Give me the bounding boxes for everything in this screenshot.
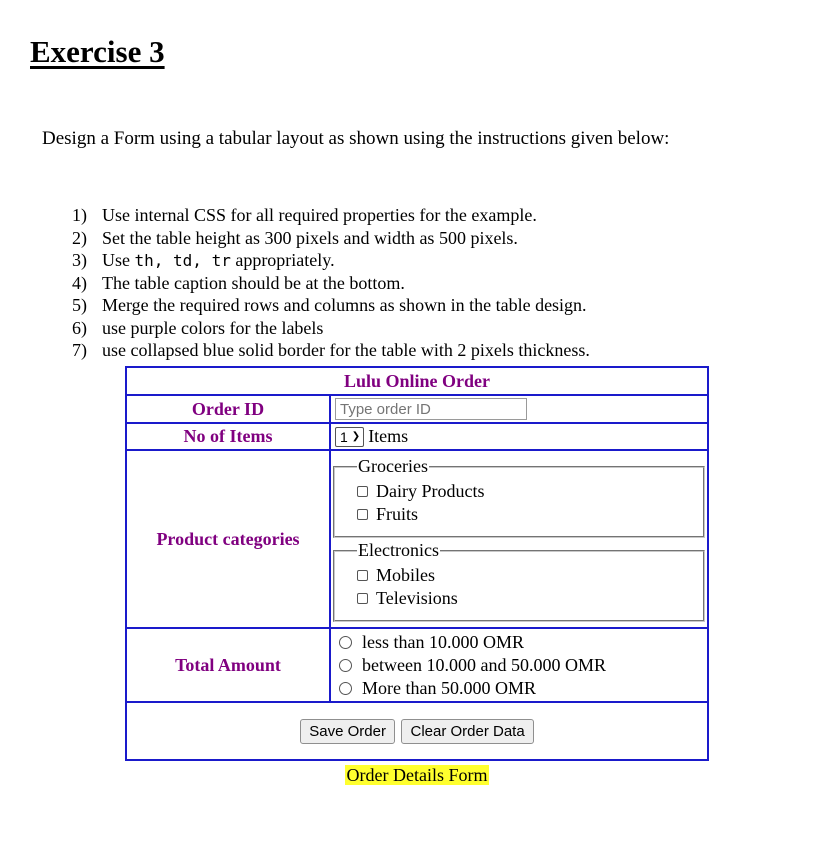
- checkbox-icon[interactable]: [357, 509, 368, 520]
- checkbox-icon[interactable]: [357, 570, 368, 581]
- step-number: 6): [72, 317, 87, 338]
- list-item: [72, 204, 590, 227]
- step-text: The table caption should be at the bottom.: [102, 272, 405, 293]
- list-item: [72, 294, 590, 317]
- step-text: appropriately.: [230, 250, 335, 270]
- table-row: [126, 423, 708, 450]
- checkbox-label: Fruits: [376, 504, 419, 524]
- radio-icon[interactable]: [339, 659, 352, 672]
- radio-label: between 10.000 and 50.000 OMR: [362, 654, 606, 675]
- checkbox-label: Mobiles: [376, 565, 436, 585]
- order-id-label: Order ID: [126, 395, 330, 423]
- list-item: [72, 339, 590, 362]
- order-form-table: [125, 366, 709, 786]
- items-label: No of Items: [126, 423, 330, 450]
- radio-less-than-10[interactable]: [335, 631, 703, 654]
- checkbox-label: Televisions: [376, 588, 458, 608]
- list-item: [72, 272, 590, 295]
- groceries-legend: Groceries: [358, 456, 428, 476]
- radio-between-10-50[interactable]: [335, 654, 703, 677]
- checkbox-icon[interactable]: [357, 593, 368, 604]
- step-number: 3): [72, 250, 87, 270]
- items-select-value: 1: [340, 428, 348, 445]
- clear-order-button[interactable]: Clear Order Data: [401, 719, 533, 744]
- table-row: [126, 367, 708, 395]
- save-order-button[interactable]: Save Order: [300, 719, 395, 744]
- items-suffix: Items: [368, 426, 409, 446]
- step-code: th, td, tr: [134, 251, 231, 270]
- step-number: 1): [72, 205, 87, 225]
- radio-label: less than 10.000 OMR: [362, 631, 524, 652]
- items-select[interactable]: [335, 427, 364, 447]
- list-item: [72, 317, 590, 340]
- list-item: [72, 249, 590, 272]
- table-row: [126, 450, 708, 628]
- radio-more-than-50[interactable]: [335, 677, 703, 700]
- table-caption: [125, 761, 709, 786]
- checkbox-televisions[interactable]: [357, 587, 695, 610]
- order-id-input[interactable]: [335, 398, 527, 420]
- table-row: [126, 395, 708, 423]
- caption-text: Order Details Form: [346, 765, 488, 785]
- table-row: [126, 702, 708, 760]
- chevron-down-icon: ❯: [351, 431, 361, 442]
- list-item: [72, 227, 590, 250]
- radio-label: More than 50.000 OMR: [362, 677, 536, 698]
- groceries-fieldset: [333, 456, 705, 538]
- total-amount-cell: [330, 628, 708, 702]
- step-number: 5): [72, 295, 87, 315]
- instructions-list: [72, 204, 590, 362]
- categories-label: Product categories: [126, 450, 330, 628]
- items-cell: [330, 423, 708, 450]
- electronics-legend: Electronics: [358, 540, 439, 560]
- checkbox-mobiles[interactable]: [357, 564, 695, 587]
- step-number: 4): [72, 272, 87, 293]
- step-text: use collapsed blue solid border for the table with 2 pixels thickness.: [102, 340, 590, 360]
- radio-icon[interactable]: [339, 682, 352, 695]
- step-text: use purple colors for the labels: [102, 317, 324, 338]
- intro-text: Design a Form using a tabular layout as shown using the instructions given below:: [42, 128, 670, 149]
- form-heading: Lulu Online Order: [126, 367, 708, 395]
- step-text: Set the table height as 300 pixels and width as 500 pixels.: [102, 227, 518, 248]
- checkbox-label: Dairy Products: [376, 481, 485, 501]
- page-title: Exercise 3: [30, 34, 165, 69]
- checkbox-fruits[interactable]: [357, 503, 695, 526]
- checkbox-dairy[interactable]: [357, 480, 695, 503]
- radio-icon[interactable]: [339, 636, 352, 649]
- step-number: 7): [72, 340, 87, 360]
- categories-cell: [330, 450, 708, 628]
- step-text: Merge the required rows and columns as shown in the table design.: [102, 295, 587, 315]
- buttons-cell: [126, 702, 708, 760]
- step-text: Use: [102, 250, 135, 270]
- checkbox-icon[interactable]: [357, 486, 368, 497]
- step-text: Use internal CSS for all required properties for the example.: [102, 205, 537, 225]
- step-number: 2): [72, 227, 87, 248]
- electronics-fieldset: [333, 540, 705, 622]
- table-row: [126, 628, 708, 702]
- total-amount-label: Total Amount: [126, 628, 330, 702]
- order-id-cell: [330, 395, 708, 423]
